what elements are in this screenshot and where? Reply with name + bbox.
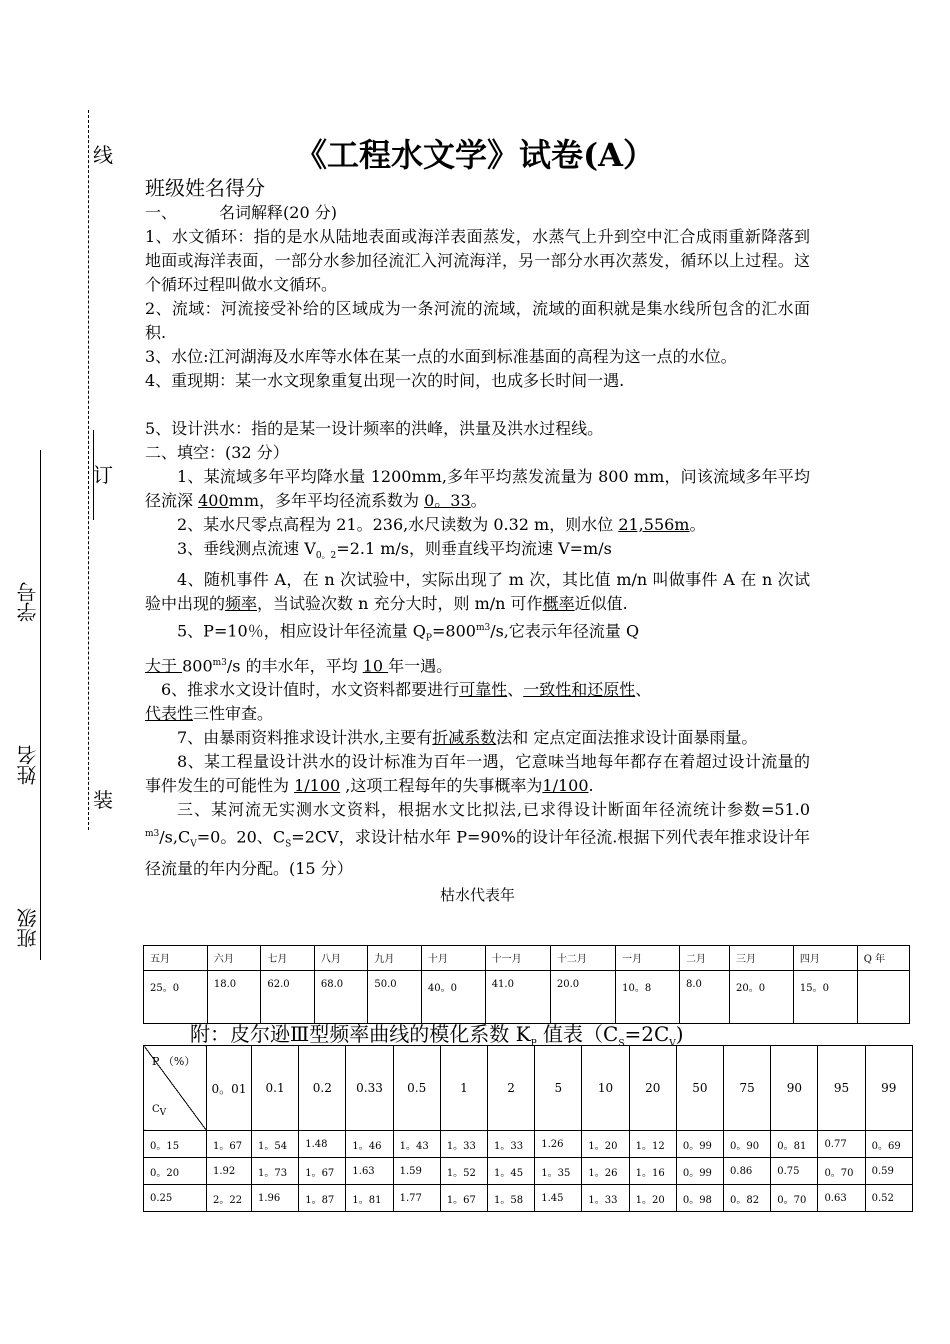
answer: 一致性和还原性 — [523, 680, 636, 700]
table-cell: 1。33 — [488, 1131, 535, 1158]
table-row — [144, 971, 910, 1024]
section1-num: 一、 — [145, 203, 178, 222]
table-header-cell: 5 — [535, 1046, 582, 1131]
def-item-1: 1、水文循环：指的是水从陆地表面或海洋表面蒸发，水蒸气上升到空中汇合成雨重新降落到地面或海洋表面，一部分水参加径流汇入河流海洋，另一部分水再次蒸发，循环以上过程。这个循环过程叫做水文循环。 — [145, 227, 810, 294]
corner-cell — [144, 1046, 207, 1131]
table-header-cell: 五月 — [144, 946, 208, 971]
table-row — [144, 1185, 913, 1212]
table-cell: 1。45 — [488, 1158, 535, 1185]
table-header-cell: 四月 — [793, 946, 857, 971]
binding-line-outer — [40, 450, 41, 960]
fill-q8: 8、某工程量设计洪水的设计标准为百年一遇，它意味当地每年都存在着超过设计流量的事件发生的可能性为 1/100 ,这项工程每年的失事概率为1/100. — [145, 752, 810, 796]
table-header-cell: 一月 — [616, 946, 680, 971]
answer: 0。33 — [424, 491, 471, 510]
table-cell: 1。58 — [488, 1185, 535, 1212]
table-cell: 1。46 — [346, 1131, 393, 1158]
table-cell: 0。99 — [676, 1158, 723, 1185]
table-header-cell: 九月 — [368, 946, 422, 971]
row-cv-cell: 0。15 — [144, 1131, 207, 1158]
table-header-cell: 1 — [440, 1046, 487, 1131]
table-cell: 0.59 — [865, 1158, 912, 1185]
table-cell: 68.0 — [314, 971, 368, 1024]
table-header-cell: 20 — [629, 1046, 676, 1131]
table-header-cell: 六月 — [207, 946, 261, 971]
table-cell: 1。67 — [299, 1158, 346, 1185]
table-cell: 1。12 — [629, 1131, 676, 1158]
answer: 21,556m — [618, 515, 690, 534]
fill-q2: 2、某水尺零点高程为 21。236,水尺读数为 0.32 m，则水位 21,556m。 — [177, 515, 706, 534]
header-line: 班级姓名得分 — [145, 176, 265, 200]
kp-table — [143, 1045, 913, 1212]
table-cell: 0。99 — [676, 1131, 723, 1158]
table-header-cell: 十一月 — [485, 946, 550, 971]
section1-title: 名词解释(20 分) — [219, 203, 337, 222]
answer: 400 — [198, 491, 229, 510]
table-cell: 62.0 — [261, 971, 315, 1024]
table-header-cell: 十二月 — [550, 946, 615, 971]
table-header-cell: 0.5 — [393, 1046, 440, 1131]
exam-title: 《工程水文学》试卷(A） — [295, 136, 655, 174]
section2-heading: 二、填空：(32 分） — [145, 443, 289, 462]
table-cell: 20.0 — [550, 971, 615, 1024]
table-cell: 1。52 — [440, 1158, 487, 1185]
answer: 频率 — [225, 594, 258, 614]
table-cell: 1.48 — [299, 1131, 346, 1158]
fill-q6: 6、推求水文设计值时，水文资料都要进行可靠性、一致性和还原性、 代表性三性审查。 — [145, 680, 652, 724]
table-header-cell: 七月 — [261, 946, 315, 971]
table-cell: 50.0 — [368, 971, 422, 1024]
table-header-row — [144, 1046, 913, 1131]
table-cell: 0.75 — [771, 1158, 818, 1185]
table-cell: 1。54 — [252, 1131, 299, 1158]
margin-label-name: 姓名 — [16, 745, 40, 785]
table-cell: 1。43 — [393, 1131, 440, 1158]
table-cell: 1.96 — [252, 1185, 299, 1212]
corner-p: P （%） — [152, 1055, 196, 1068]
binding-line-dashed — [88, 110, 89, 830]
fill-q3: 3、垂线测点流速 $V_{0。2}=2.1$ m/s，则垂直线平均流速 V=m/s — [177, 539, 612, 562]
table1-caption: 枯水代表年 — [439, 885, 515, 904]
table-row — [144, 1131, 913, 1158]
table-cell: 20。0 — [730, 971, 794, 1024]
table-cell: 1。67 — [440, 1185, 487, 1212]
answer: 可靠性 — [459, 680, 508, 700]
table-cell: 1。20 — [629, 1185, 676, 1212]
table-header-cell: 50 — [676, 1046, 723, 1131]
binding-mark-line: 线 — [93, 143, 113, 167]
table-cell: 1。33 — [582, 1185, 629, 1212]
table-cell: 1。33 — [440, 1131, 487, 1158]
table-cell: 0.63 — [818, 1185, 865, 1212]
table-header-cell: 0.33 — [346, 1046, 393, 1131]
blank-line — [145, 393, 810, 417]
table-header-cell: 95 — [818, 1046, 865, 1131]
table-cell: 1.77 — [393, 1185, 440, 1212]
answer: 1/100 — [294, 776, 341, 796]
def-item-3: 3、水位:江河湖海及水库等水体在某一点的水面到标准基面的高程为这一点的水位。 — [145, 347, 737, 366]
table-cell: 41.0 — [485, 971, 550, 1024]
table-cell: 1。73 — [252, 1158, 299, 1185]
table-header-row — [144, 946, 910, 971]
table-cell: 8.0 — [679, 971, 729, 1024]
table-header-cell: 0.1 — [252, 1046, 299, 1131]
table-cell: 18.0 — [207, 971, 261, 1024]
answer: 10 — [362, 656, 389, 676]
table-cell: 1。81 — [346, 1185, 393, 1212]
section3-question: 三、某河流无实测水文资料，根据水文比拟法,已求得设计断面年径流统计参数=51.0 $^{m3}/s,C_V=0$。20、$C_S=2CV$，求设计枯水年 P=90%的设计年径流.根据下列代表年推求设计年径流量的年内分配。(15 分） — [145, 800, 810, 878]
table-cell: 0。82 — [724, 1185, 771, 1212]
answer: 代表性 — [145, 704, 194, 724]
table2-caption: 附：皮尔逊Ⅲ型频率曲线的模化系数 $K_P$ 值表$(C_S=2C_V)$ — [190, 1022, 684, 1049]
table-header-cell: 八月 — [314, 946, 368, 971]
table-cell: 0。98 — [676, 1185, 723, 1212]
table-header-cell: 0.2 — [299, 1046, 346, 1131]
table-row — [144, 1158, 913, 1185]
answer: 大于 — [145, 656, 183, 676]
margin-label-id: 学号 — [16, 582, 40, 622]
binding-mark-staple: 订 — [93, 463, 113, 487]
fill-q1: 1、某流域多年平均降水量 1200mm,多年平均蒸发流量为 800 mm，问该流域多年平均径流深 400mm，多年平均径流系数为 0。33。 — [145, 467, 810, 510]
row-cv-cell: 0。20 — [144, 1158, 207, 1185]
margin-label-class: 班级 — [16, 908, 40, 948]
table-header-cell: 75 — [724, 1046, 771, 1131]
table-header-cell: 三月 — [730, 946, 794, 971]
fill-q7: 7、由暴雨资料推求设计洪水,主要有折减系数法和 定点定面法推求设计面暴雨量。 — [177, 728, 758, 748]
def-item-5: 5、设计洪水：指的是某一设计频率的洪峰，洪量及洪水过程线。 — [145, 419, 604, 438]
table-cell: 0.52 — [865, 1185, 912, 1212]
table-cell: 1.45 — [535, 1185, 582, 1212]
answer: 折减系数 — [432, 728, 497, 748]
exam-content — [145, 175, 810, 907]
table-cell — [857, 971, 909, 1024]
dry-year-table — [143, 945, 910, 1024]
table-cell: 0.86 — [724, 1158, 771, 1185]
def-item-4: 4、重现期：某一水文现象重复出现一次的时间，也成多长时间一遇. — [145, 371, 625, 390]
table-cell: 2。22 — [207, 1185, 252, 1212]
table-header-cell: 90 — [771, 1046, 818, 1131]
table-cell: 1。67 — [207, 1131, 252, 1158]
table-cell: 40。0 — [421, 971, 485, 1024]
table-cell: 0。90 — [724, 1131, 771, 1158]
table-cell: 1.59 — [393, 1158, 440, 1185]
def-item-2: 2、流域：河流接受补给的区域成为一条河流的流域，流域的面积就是集水线所包含的汇水面积. — [145, 299, 810, 342]
table-header-cell: Q 年 — [857, 946, 909, 971]
table-header-cell: 十月 — [421, 946, 485, 971]
section1-heading — [145, 201, 810, 225]
table-header-cell: 0。01 — [207, 1046, 252, 1131]
table-cell: 10。8 — [616, 971, 680, 1024]
table-cell: 0.77 — [818, 1131, 865, 1158]
table-cell: 1。20 — [582, 1131, 629, 1158]
table-header-cell: 二月 — [679, 946, 729, 971]
table-cell: 0。70 — [771, 1185, 818, 1212]
table-cell: 0。69 — [865, 1131, 912, 1158]
table-cell: 15。0 — [793, 971, 857, 1024]
corner-cv: $C_V$ — [152, 1104, 167, 1118]
table-cell: 1。16 — [629, 1158, 676, 1185]
table-cell: 1。87 — [299, 1185, 346, 1212]
table-header-cell: 2 — [488, 1046, 535, 1131]
table-cell: 1.26 — [535, 1131, 582, 1158]
answer: 1/100 — [542, 776, 589, 796]
table-cell: 1。26 — [582, 1158, 629, 1185]
table-cell: 0。70 — [818, 1158, 865, 1185]
table-header-cell: 10 — [582, 1046, 629, 1131]
fill-q4: 4、随机事件 A，在 n 次试验中，实际出现了 m 次，其比值 m/n 叫做事件 A 在 n 次试验中出现的频率，当试验次数 n 充分大时，则 m/n 可作概率近似值. — [145, 570, 810, 614]
table-cell: 1.63 — [346, 1158, 393, 1185]
table-cell: 0。81 — [771, 1131, 818, 1158]
fill-q5: 5、P=10％，相应设计年径流量 $Q_P=800^{m3}/s$,它表示年径流量 Q 大于 $800^{m3}/s$ 的丰水年，平均 10 年一遇。 — [145, 621, 640, 676]
answer: 概率 — [542, 594, 575, 614]
table-cell: 25。0 — [144, 971, 208, 1024]
table-cell: 1。35 — [535, 1158, 582, 1185]
table-cell: 1.92 — [207, 1158, 252, 1185]
table-header-cell: 99 — [865, 1046, 912, 1131]
binding-mark-bind: 装 — [93, 788, 113, 812]
row-cv-cell: 0.25 — [144, 1185, 207, 1212]
